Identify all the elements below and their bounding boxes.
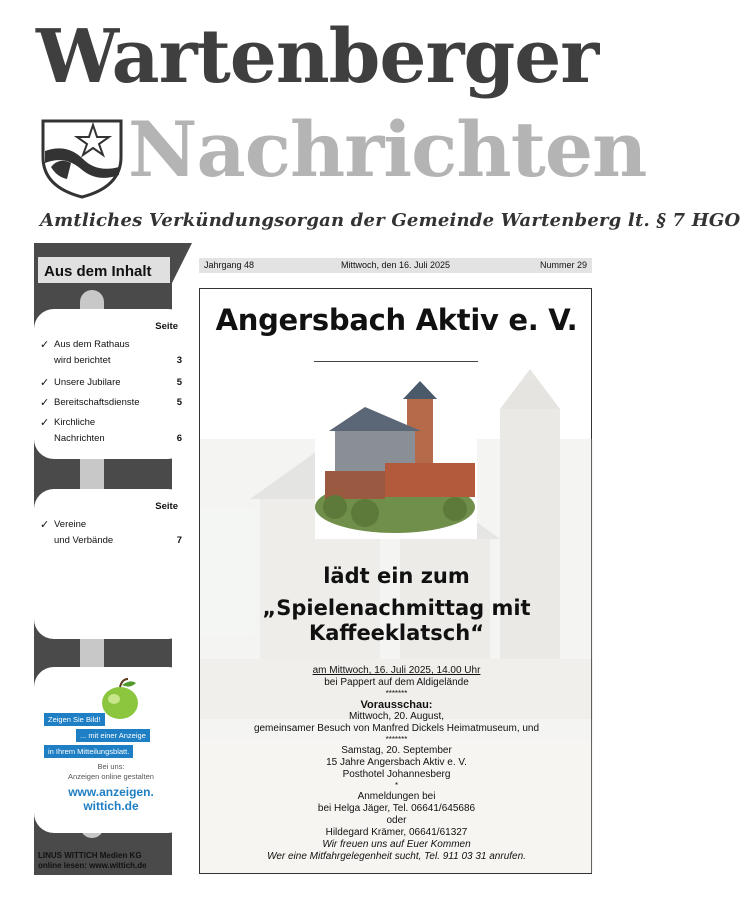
separator-star: * <box>394 781 399 790</box>
toc-item-page: 5 <box>176 377 182 388</box>
event-date: am Mittwoch, 16. Juli 2025, 14.00 Uhr <box>312 665 481 676</box>
toc-item-label: Kirchliche <box>54 417 96 428</box>
publisher-online: online lesen: www.wittich.de <box>38 861 147 870</box>
ad-url-line2[interactable]: wittich.de <box>83 799 139 813</box>
preview-text-1: gemeinsamer Besuch von Manfred Dickels Heimatmuseum, und <box>253 723 540 734</box>
preview-text-2: 15 Jahre Angersbach Aktiv e. V. <box>326 757 467 768</box>
masthead-title-line2: Nachrichten <box>128 105 647 194</box>
preview-date-1: Mittwoch, 20. August, <box>348 711 445 722</box>
toc-item-page: 7 <box>176 535 182 546</box>
invite-line-2: „Spielenachmittag mit <box>262 596 531 620</box>
ad-small-text-2: Anzeigen online gestalten <box>68 772 154 781</box>
separator-stars-1: ******* <box>385 689 408 698</box>
publisher-name: LINUS WITTICH Medien KG <box>38 851 142 860</box>
invite-line-3: Kaffeeklatsch“ <box>308 621 484 645</box>
divider <box>314 361 478 362</box>
sidebar-contents <box>34 243 192 875</box>
headline: Angersbach Aktiv e. V. <box>215 303 578 337</box>
ad-tag-2: ... mit einer Anzeige <box>76 729 150 742</box>
masthead-title-line1: Wartenberger <box>36 14 599 100</box>
toc-item-label: Unsere Jubilare <box>54 377 121 388</box>
ad-tag-1: Zeigen Sie Bild! <box>44 713 105 726</box>
preview-place-2: Posthotel Johannesberg <box>342 769 451 780</box>
check-icon: ✓ <box>40 417 50 429</box>
preview-label: Vorausschau: <box>360 699 433 711</box>
toc-item-page: 5 <box>176 397 182 408</box>
masthead-tagline: Amtliches Verkündungsorgan der Gemeinde Wartenberg lt. § 7 HGO <box>40 210 740 231</box>
issue-info-bar <box>199 258 592 273</box>
toc-item-page: 6 <box>176 433 182 444</box>
ad-url-line1[interactable]: www.anzeigen. <box>68 785 154 799</box>
toc-item-label-2: Nachrichten <box>54 433 105 444</box>
closing-line-2: Wer eine Mitfahrgelegenheit sucht, Tel. 911 03 31 anrufen. <box>267 851 526 862</box>
castle-illustration <box>315 367 477 539</box>
toc-page-header: Seite <box>155 321 178 332</box>
contact-1: bei Helga Jäger, Tel. 06641/645686 <box>317 803 476 814</box>
toc-item-label: Aus dem Rathaus <box>54 339 130 350</box>
toc-item-label: Vereine <box>54 519 87 530</box>
issue-date: Mittwoch, den 16. Juli 2025 <box>341 260 451 270</box>
event-place: bei Pappert auf dem Aldigelände <box>324 677 469 688</box>
issue-volume: Jahrgang 48 <box>204 260 255 270</box>
closing-line-1: Wir freuen uns auf Euer Kommen <box>322 839 471 850</box>
ad-card[interactable] <box>34 667 188 833</box>
ad-tag-3: in Ihrem Mitteilungsblatt. <box>44 745 133 758</box>
separator-stars-2: ******* <box>385 735 408 744</box>
coat-of-arms-icon <box>37 117 127 199</box>
toc-item-label-2: wird berichtet <box>54 355 111 366</box>
check-icon: ✓ <box>40 397 50 409</box>
toc-item-page: 3 <box>176 355 182 366</box>
publisher-info <box>38 851 188 871</box>
ad-small-text-1: Bei uns: <box>97 762 125 771</box>
contact-or: oder <box>386 815 407 826</box>
sidebar-title: Aus dem Inhalt <box>44 263 152 280</box>
toc-page-header: Seite <box>155 501 178 512</box>
check-icon: ✓ <box>40 339 50 351</box>
toc-card-2 <box>34 489 188 639</box>
contact-2: Hildegard Krämer, 06641/61327 <box>325 827 468 838</box>
invite-line-1: lädt ein zum <box>323 564 470 588</box>
issue-number: Nummer 29 <box>539 260 587 270</box>
check-icon: ✓ <box>40 519 50 531</box>
check-icon: ✓ <box>40 377 50 389</box>
signup-label: Anmeldungen bei <box>357 791 436 802</box>
toc-card-1 <box>34 309 188 459</box>
main-article <box>199 288 592 874</box>
toc-item-label-2: und Verbände <box>54 535 114 546</box>
toc-item-label: Bereitschaftsdienste <box>54 397 140 408</box>
preview-date-2: Samstag, 20. September <box>341 745 452 756</box>
